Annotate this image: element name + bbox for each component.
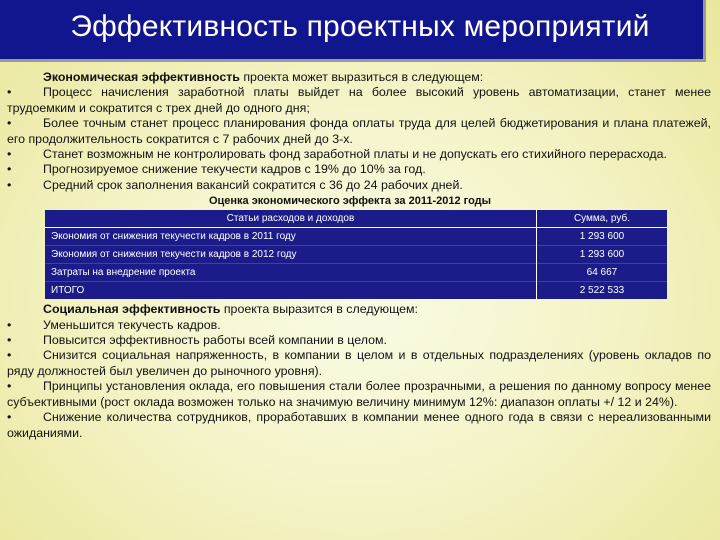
social-bullet-text: Снижение количества сотрудников, проработавших в компании менее одного года в связи с нереализованными ожиданиями. (7, 410, 711, 440)
economic-intro (7, 70, 711, 85)
economic-intro-rest: проекта может выразиться в следующем: (239, 70, 484, 84)
bullet-dot: • (7, 177, 12, 192)
economic-bullet-text: Процесс начисления заработной платы выйдет на более высокий уровень автоматизации, станет менее трудоемким и сократится с трех дней до одного дня; (7, 85, 711, 115)
bullet-dot: • (7, 85, 12, 100)
social-bullet-3 (7, 348, 711, 379)
economic-bullet-1 (7, 85, 711, 116)
table-row (45, 264, 667, 282)
bullet-dot: • (7, 162, 12, 177)
social-intro-bold: Социальная эффективность (43, 302, 221, 317)
economic-bullet-text: Прогнозируемое снижение текучести кадров с 19% до 10% за год. (43, 162, 426, 177)
economic-bullet-4 (7, 162, 711, 177)
table-title: Оценка экономического эффекта за 2011-2012 годы (208, 195, 492, 208)
table-header-row (45, 210, 667, 228)
table-cell-sum: 1 293 600 (536, 228, 667, 246)
social-bullet-4 (7, 379, 711, 410)
social-bullet-text: Снизится социальная напряженность, в компании в целом и в отдельных подразделениях (уровень окладов по ряду должностей был увеличен до рыночного уровня). (7, 348, 711, 378)
table-cell-sum: 2 522 533 (536, 282, 667, 300)
table-cell-sum: 1 293 600 (536, 246, 667, 264)
bullet-dot: • (7, 333, 12, 348)
table-header-sum: Сумма, руб. (536, 210, 667, 228)
table-row-total (45, 282, 667, 300)
social-intro-rest: проекта выразится в следующем: (220, 302, 418, 317)
economic-bullet-text: Станет возможным не контролировать фонд заработной платы и не допускать его стихийного перерасхода. (43, 147, 667, 162)
social-bullet-1 (7, 318, 711, 333)
social-bullet-5 (7, 410, 711, 441)
social-bullet-text: Повысится эффективность работы всей компании в целом. (43, 333, 387, 348)
table-header-name: Статьи расходов и доходов (45, 210, 536, 228)
table-cell-name: ИТОГО (45, 282, 536, 300)
economic-bullet-2 (7, 116, 711, 147)
bullet-dot: • (7, 379, 12, 394)
social-intro (7, 302, 711, 317)
slide-title: Эффективность проектных мероприятий (70, 10, 650, 43)
bullet-dot: • (7, 317, 12, 332)
economic-bullet-3 (7, 147, 711, 162)
table-row (45, 246, 667, 264)
table-cell-name: Экономия от снижения текучести кадров в 2011 году (45, 228, 536, 246)
economic-bullet-text: Более точным станет процесс планирования фонда оплаты труда для целей бюджетирования и плана платежей, его продолжительность сократится с 7 рабочих дней до 3-х. (7, 116, 711, 146)
table-cell-sum: 64 667 (536, 264, 667, 282)
bullet-dot: • (7, 116, 12, 131)
table-cell-name: Экономия от снижения текучести кадров в 2012 году (45, 246, 536, 264)
social-bullet-text: Принципы установления оклада, его повышения стали более прозрачными, а решения по данному вопросу менее субъективными (рост оклада возможен только на значимую величину минимум 12%: диапазон оплаты +/ 12 и 24%). (7, 379, 711, 409)
table-cell-name: Затраты на внедрение проекта (45, 264, 536, 282)
economic-bullet-5 (7, 178, 711, 193)
slide-content (7, 70, 711, 441)
bullet-dot: • (7, 410, 12, 425)
economic-effect-table (45, 210, 667, 299)
social-bullet-text: Уменьшится текучесть кадров. (43, 317, 221, 332)
social-bullet-2 (7, 333, 711, 348)
economic-bullet-text: Средний срок заполнения вакансий сократится с 36 до 24 рабочих дней. (43, 177, 463, 192)
table-row (45, 228, 667, 246)
bullet-dot: • (7, 348, 12, 363)
economic-intro-bold: Экономическая эффективность (43, 70, 240, 84)
bullet-dot: • (7, 147, 12, 162)
